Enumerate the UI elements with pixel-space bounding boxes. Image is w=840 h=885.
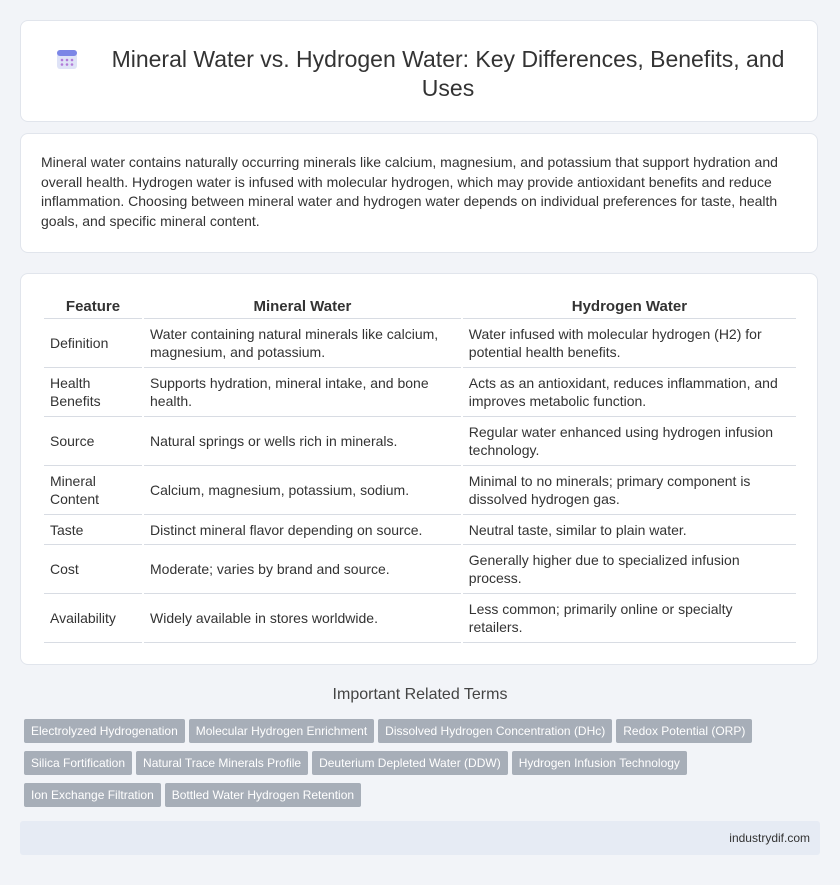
table-row (44, 417, 796, 466)
related-terms-title: Important Related Terms (332, 686, 508, 703)
hydrogen-cell: Minimal to no minerals; primary component is dissolved hydrogen gas. (463, 466, 796, 515)
table-row (44, 368, 796, 417)
table-row (44, 594, 796, 643)
comparison-table (42, 296, 798, 643)
mineral-cell: Supports hydration, mineral intake, and bone health. (144, 368, 461, 417)
hydrogen-cell: Generally higher due to specialized infusion process. (463, 545, 796, 594)
header-mineral-water: Mineral Water (144, 296, 461, 319)
related-term-tag[interactable]: Electrolyzed Hydrogenation (24, 719, 185, 743)
hydrogen-cell: Regular water enhanced using hydrogen infusion technology. (463, 417, 796, 466)
feature-cell: Source (44, 417, 142, 466)
mineral-cell: Calcium, magnesium, potassium, sodium. (144, 466, 461, 515)
footer-site-link[interactable]: industrydif.com (729, 831, 810, 845)
calendar-grid-icon (55, 47, 79, 71)
page-title: Mineral Water vs. Hydrogen Water: Key Differences, Benefits, and Uses (111, 46, 785, 101)
related-term-tag[interactable]: Molecular Hydrogen Enrichment (189, 719, 374, 743)
table-row (44, 319, 796, 368)
feature-cell: Availability (44, 594, 142, 643)
table-row (44, 515, 796, 545)
mineral-cell: Widely available in stores worldwide. (144, 594, 461, 643)
footer-bar (20, 821, 820, 855)
related-term-tag[interactable]: Deuterium Depleted Water (DDW) (312, 751, 508, 775)
related-terms-list (24, 719, 814, 815)
hydrogen-cell: Less common; primarily online or specialty retailers. (463, 594, 796, 643)
feature-cell: Cost (44, 545, 142, 594)
related-term-tag[interactable]: Hydrogen Infusion Technology (512, 751, 687, 775)
comparison-card (20, 273, 818, 665)
hydrogen-cell: Water infused with molecular hydrogen (H2) for potential health benefits. (463, 319, 796, 368)
table-row (44, 466, 796, 515)
feature-cell: Definition (44, 319, 142, 368)
table-header-row (44, 296, 796, 319)
mineral-cell: Water containing natural minerals like calcium, magnesium, and potassium. (144, 319, 461, 368)
intro-paragraph: Mineral water contains naturally occurring minerals like calcium, magnesium, and potassium that support hydration and overall health. Hydrogen water is infused with molecular hydrogen, which may provide antioxidant benefits and reduce inflammation. Choosing between mineral water and hydrogen water depends on individual preferences for taste, health goals, and specific mineral content. (41, 154, 778, 229)
mineral-cell: Moderate; varies by brand and source. (144, 545, 461, 594)
header-feature: Feature (44, 296, 142, 319)
intro-card (20, 133, 818, 253)
hydrogen-cell: Neutral taste, similar to plain water. (463, 515, 796, 545)
related-term-tag[interactable]: Ion Exchange Filtration (24, 783, 161, 807)
title-card (20, 20, 818, 122)
hydrogen-cell: Acts as an antioxidant, reduces inflammation, and improves metabolic function. (463, 368, 796, 417)
related-term-tag[interactable]: Natural Trace Minerals Profile (136, 751, 308, 775)
feature-cell: Taste (44, 515, 142, 545)
related-term-tag[interactable]: Dissolved Hydrogen Concentration (DHc) (378, 719, 612, 743)
table-row (44, 545, 796, 594)
mineral-cell: Distinct mineral flavor depending on source. (144, 515, 461, 545)
mineral-cell: Natural springs or wells rich in minerals. (144, 417, 461, 466)
feature-cell: Health Benefits (44, 368, 142, 417)
related-term-tag[interactable]: Redox Potential (ORP) (616, 719, 752, 743)
related-term-tag[interactable]: Silica Fortification (24, 751, 132, 775)
related-term-tag[interactable]: Bottled Water Hydrogen Retention (165, 783, 361, 807)
feature-cell: Mineral Content (44, 466, 142, 515)
header-hydrogen-water: Hydrogen Water (463, 296, 796, 319)
